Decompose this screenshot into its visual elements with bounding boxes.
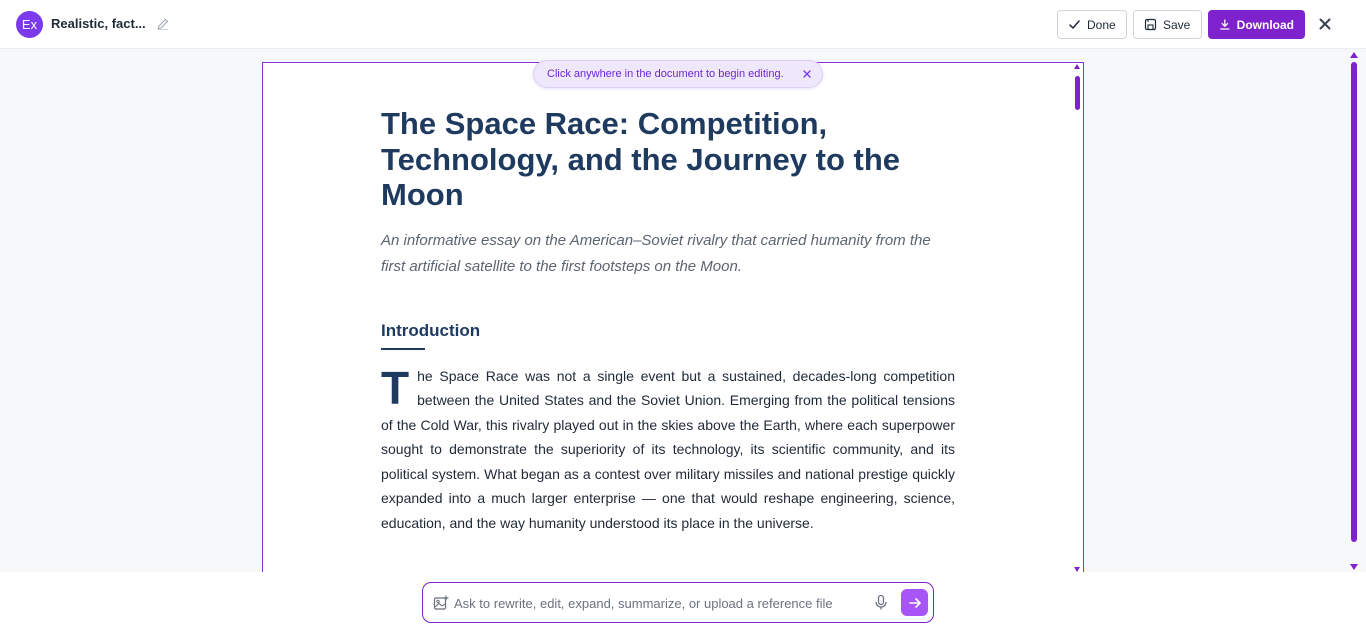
download-label: Download <box>1236 17 1294 32</box>
paragraph-text: he Space Race was not a single event but a sustained, decades-long competition between the United States and the Soviet Union. Emerging from the political tensions of the Cold War, this rivalry played out in the skies above the Earth, where each superpower sought to demonstrate the superiority of its technology, its scientific community, and its political system. What began as a contest over military missiles and national prestige quickly expanded into a much larger enterprise — one that would reshape engineering, science, education, and the way humanity understood its place in the universe. <box>381 367 955 531</box>
drop-cap: T <box>381 361 410 414</box>
section-heading: Introduction <box>381 320 481 340</box>
prompt-input[interactable] <box>454 592 854 614</box>
done-label: Done <box>1087 17 1116 32</box>
section-paragraph <box>381 361 955 536</box>
document-body[interactable] <box>381 106 955 535</box>
save-button[interactable] <box>1133 10 1202 39</box>
close-icon[interactable] <box>802 69 812 79</box>
document-scrollbar[interactable] <box>1073 64 1082 572</box>
document-title[interactable]: Realistic, fact... <box>51 16 146 31</box>
scrollbar-thumb[interactable] <box>1075 76 1080 110</box>
save-label: Save <box>1163 17 1191 32</box>
download-button[interactable] <box>1208 10 1305 39</box>
scroll-down-arrow[interactable] <box>1350 564 1358 570</box>
send-button[interactable] <box>901 589 928 616</box>
close-icon[interactable] <box>1316 15 1334 33</box>
app-avatar: Ex <box>16 11 43 38</box>
top-bar <box>0 0 1366 49</box>
download-icon <box>1219 18 1231 31</box>
scroll-up-arrow[interactable] <box>1074 64 1080 69</box>
ai-prompt-box[interactable] <box>422 582 934 623</box>
check-icon <box>1068 18 1081 31</box>
page-scrollbar[interactable] <box>1347 50 1360 572</box>
toast-message: Click anywhere in the document to begin editing. <box>547 68 784 80</box>
scroll-up-arrow[interactable] <box>1350 52 1358 58</box>
editing-hint-toast <box>533 60 823 88</box>
heading-underline <box>381 348 425 350</box>
document-heading: The Space Race: Competition, Technology, and the Journey to the Moon <box>381 106 900 212</box>
scrollbar-thumb[interactable] <box>1351 62 1357 542</box>
document-subtitle: An informative essay on the American–Soviet rivalry that carried humanity from the first artificial satellite to the first footsteps on the Moon. <box>381 231 931 275</box>
save-icon <box>1144 18 1157 31</box>
microphone-icon[interactable] <box>873 594 889 611</box>
arrow-right-icon <box>908 596 922 610</box>
image-upload-icon[interactable] <box>433 595 449 611</box>
pencil-icon[interactable] <box>156 17 170 31</box>
done-button[interactable] <box>1057 10 1127 39</box>
